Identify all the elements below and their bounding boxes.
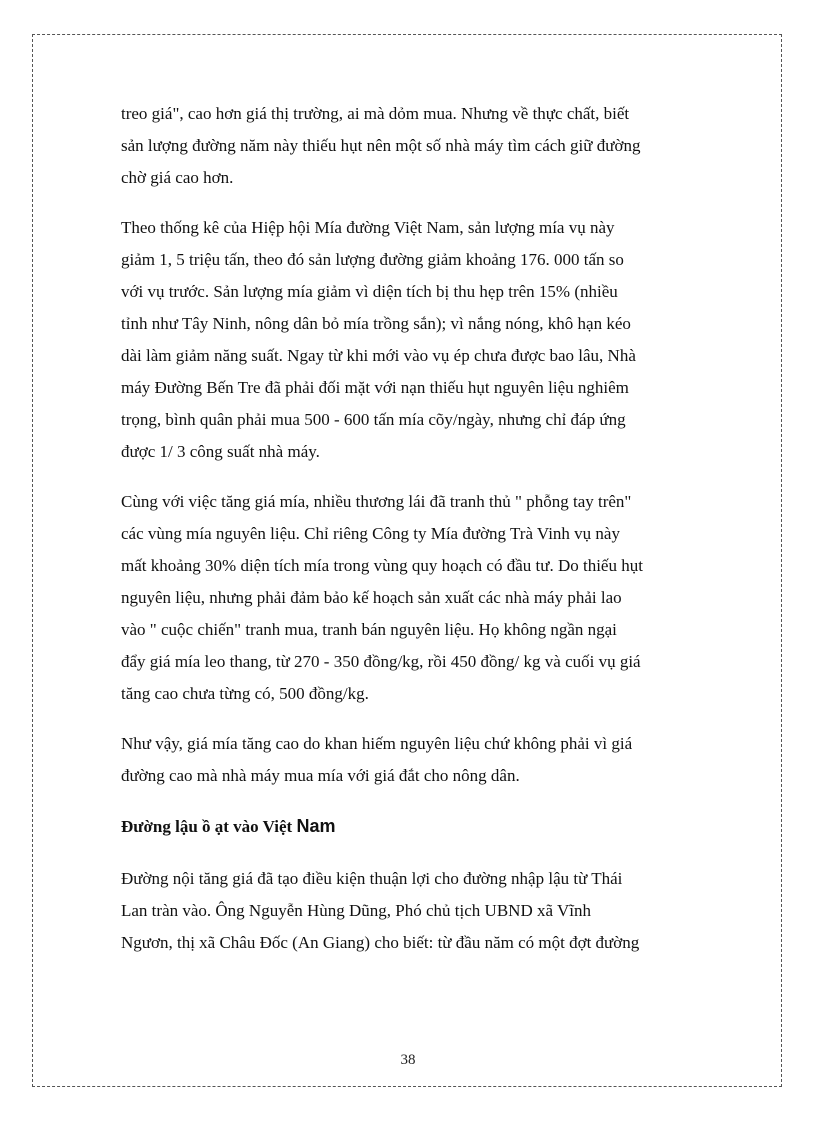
text-line: nguyên liệu, nhưng phải đảm bảo kế hoạch sản xuất các nhà máy phải lao [121, 588, 622, 607]
spread-word: 3 [176, 442, 186, 461]
text-line: Ngươn, thị xã Châu Đốc (An Giang) cho biết: từ đầu năm có một đợt đường [121, 933, 640, 952]
paragraph-5 [121, 863, 696, 959]
paragraph-2 [121, 212, 696, 468]
spread-word: máy. [287, 442, 320, 461]
text-line: chờ giá cao hơn. [121, 168, 234, 187]
text-line: treo giá", cao hơn giá thị trường, ai mà dỏm mua. Nhưng về thực chất, biết [121, 104, 630, 123]
text-line: tỉnh như Tây Ninh, nông dân bỏ mía trồng sắn); vì nắng nóng, khô hạn kéo [121, 314, 631, 333]
spread-line [121, 436, 696, 468]
text-line: mất khoảng 30% diện tích mía trong vùng quy hoạch có đầu tư. Do thiếu hụt [121, 556, 643, 575]
spread-word: được [121, 442, 156, 461]
text-line: đường cao mà nhà máy mua mía với giá đắt cho nông dân. [121, 766, 520, 785]
spread-word: 1/ [159, 442, 173, 461]
spread-word: suất [227, 442, 255, 461]
spread-word: nhà [258, 442, 284, 461]
paragraph-1 [121, 98, 696, 194]
spread-word: công [189, 442, 223, 461]
heading-text-sans: Nam [296, 816, 336, 836]
heading-text: Đường lậu ồ ạt vào Việt [121, 817, 297, 836]
text-line: giảm 1, 5 triệu tấn, theo đó sản lượng đường giảm khoảng 176. 000 tấn so [121, 250, 624, 269]
text-line: vào " cuộc chiến" tranh mua, tranh bán nguyên liệu. Họ không ngần ngại [121, 620, 617, 639]
text-line: đẩy giá mía leo thang, từ 270 - 350 đồng/kg, rồi 450 đồng/ kg và cuối vụ giá [121, 652, 641, 671]
text-line: Đường nội tăng giá đã tạo điều kiện thuận lợi cho đường nhập lậu từ Thái [121, 869, 623, 888]
document-body [121, 98, 696, 977]
text-line: các vùng mía nguyên liệu. Chỉ riêng Công ty Mía đường Trà Vinh vụ này [121, 524, 620, 543]
text-line: dài làm giảm năng suất. Ngay từ khi mới vào vụ ép chưa được bao lâu, Nhà [121, 346, 636, 365]
text-line: Cùng với việc tăng giá mía, nhiều thương lái đã tranh thủ " phỗng tay trên" [121, 492, 632, 511]
text-line: máy Đường Bến Tre đã phải đối mặt với nạn thiếu hụt nguyên liệu nghiêm [121, 378, 629, 397]
text-line: Lan tràn vào. Ông Nguyễn Hùng Dũng, Phó chủ tịch UBND xã Vĩnh [121, 901, 591, 920]
text-line: Như vậy, giá mía tăng cao do khan hiếm nguyên liệu chứ không phải vì giá [121, 734, 633, 753]
page-number: 38 [400, 1052, 416, 1068]
text-line: trọng, bình quân phải mua 500 - 600 tấn mía cõy/ngày, nhưng chỉ đáp ứng [121, 410, 626, 429]
text-line: tăng cao chưa từng có, 500 đồng/kg. [121, 684, 369, 703]
text-line: Theo thống kê của Hiệp hội Mía đường Việt Nam, sản lượng mía vụ này [121, 218, 615, 237]
paragraph-4 [121, 728, 696, 792]
text-line: với vụ trước. Sản lượng mía giảm vì diện tích bị thu hẹp trên 15% (nhiều [121, 282, 618, 301]
section-heading [121, 810, 696, 843]
text-line: sản lượng đường năm này thiếu hụt nên một số nhà máy tìm cách giữ đường [121, 136, 641, 155]
paragraph-3 [121, 486, 696, 710]
